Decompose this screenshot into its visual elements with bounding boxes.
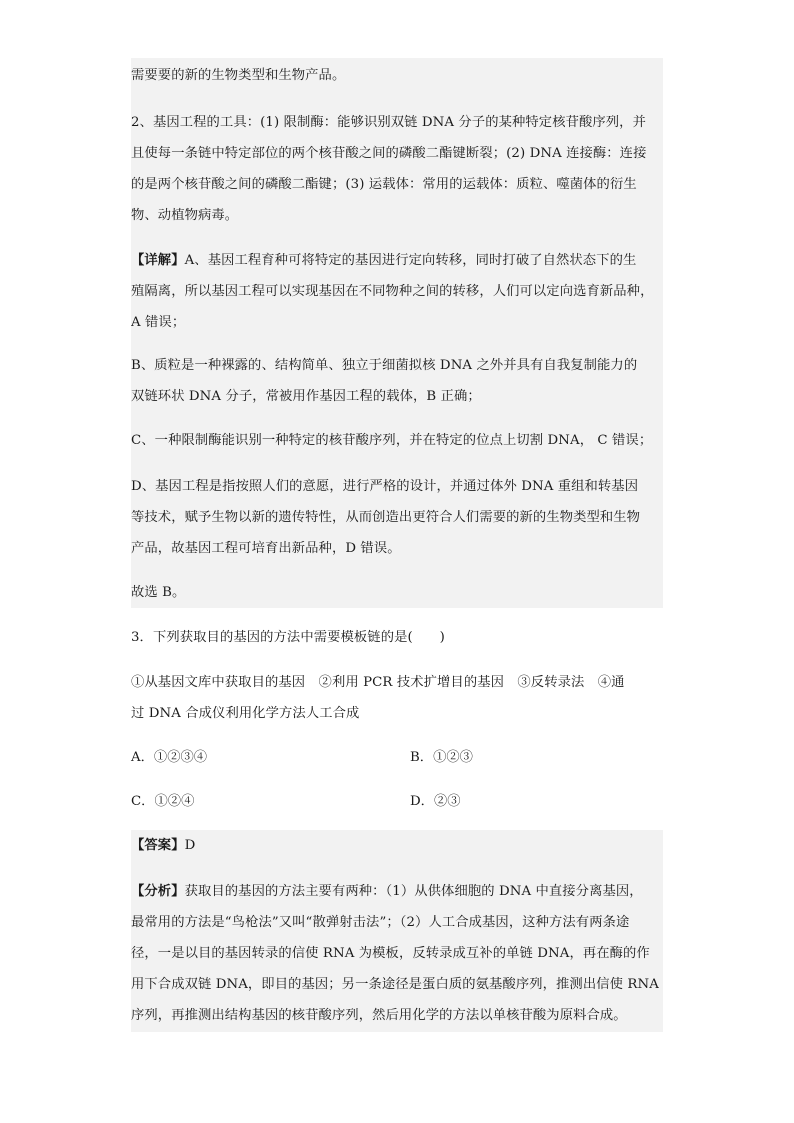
options-row-1 [131,742,663,773]
text-line: 过 DNA 合成仪利用化学方法人工合成 [131,706,360,721]
detail-label: 【详解】 [131,253,185,268]
text-line [131,830,663,861]
conclusion-paragraph [131,577,663,608]
tools-paragraph [131,107,663,231]
text-line: 双链环状 DNA 分子，常被用作基因工程的载体，B 正确； [131,389,481,404]
text-line: 物、动植物病毒。 [131,208,239,223]
text-line: 序列，再推测出结构基因的核苷酸序列，然后用化学的方法以单核苷酸为原料合成。 [131,1008,627,1023]
intro-tail-paragraph [131,60,663,91]
text-line: D、基因工程是指按照人们的意愿，进行严格的设计，并通过体外 DNA 重组和转基因 [131,479,639,494]
detail-a-paragraph [131,245,663,338]
analysis-paragraph [131,876,663,1031]
answer-label: 【答案】 [131,838,185,853]
detail-d-paragraph [131,471,663,564]
text-line: 的是两个核苷酸之间的磷酸二酯键；(3) 运载体：常用的运载体：质粒、噬菌体的衍生 [131,177,637,192]
text-line: 2、基因工程的工具：(1) 限制酶：能够识别双链 DNA 分子的某种特定核苷酸序列，并 [131,115,646,130]
detail-b-paragraph [131,350,663,412]
text-line: C、一种限制酶能识别一种特定的核苷酸序列，并在特定的位点上切割 DNA， C 错误； [131,433,653,448]
answer-value: D [184,838,196,853]
text-line: 用下合成双链 DNA，即目的基因；另一条途径是蛋白质的氨基酸序列，推测出信使 RNA [131,977,659,992]
option-c: C．①②④ [131,794,195,809]
text-line: 最常用的方法是“鸟枪法”又叫“散弹射击法”；（2）人工合成基因，这种方法有两条途 [131,915,630,930]
detail-c-paragraph [131,425,663,456]
analysis-line-1: 获取目的基因的方法主要有两种：（1）从供体细胞的 DNA 中直接分离基因， [184,884,643,899]
option-d: D．②③ [410,794,461,809]
text-line: 殖隔离，所以基因工程可以实现基因在不同物种之间的转移，人们可以定向选育新品种， [131,284,654,299]
text-line [131,245,663,276]
text-line: 需要要的新的生物类型和生物产品。 [131,68,346,83]
option-b: B．①②③ [410,750,473,765]
text-line: 径，一是以目的基因转录的信使 RNA 为模板，反转录成互补的单链 DNA，再在酶的作 [131,946,650,961]
text-line: 故选 B。 [131,585,186,600]
options-row-2 [131,786,663,817]
answer-paragraph [131,830,663,861]
option-a: A．①②③④ [131,750,208,765]
text-line: 产品，故基因工程可培育出新品种，D 错误。 [131,541,401,556]
question-items [131,667,663,729]
text-line: ①从基因文库中获取目的基因 ②利用 PCR 技术扩增目的基因 ③反转录法 ④通 [131,675,625,690]
text-line [131,876,663,907]
detail-a-line-1: A、基因工程育种可将特定的基因进行定向转移，同时打破了自然状态下的生 [184,253,637,268]
text-line: 等技术，赋予生物以新的遗传特性，从而创造出更符合人们需要的新的生物类型和生物 [131,510,641,525]
text-line: 且使每一条链中特定部位的两个核苷酸之间的磷酸二酯键断裂；(2) DNA 连接酶：连接 [131,146,647,161]
text-line: B、质粒是一种裸露的、结构简单、独立于细菌拟核 DNA 之外并具有自我复制能力的 [131,358,638,373]
question-stem [131,622,663,653]
text-line: A 错误； [131,315,186,330]
analysis-label: 【分析】 [131,884,185,899]
text-line: 3．下列获取目的基因的方法中需要模板链的是( ) [131,630,445,645]
